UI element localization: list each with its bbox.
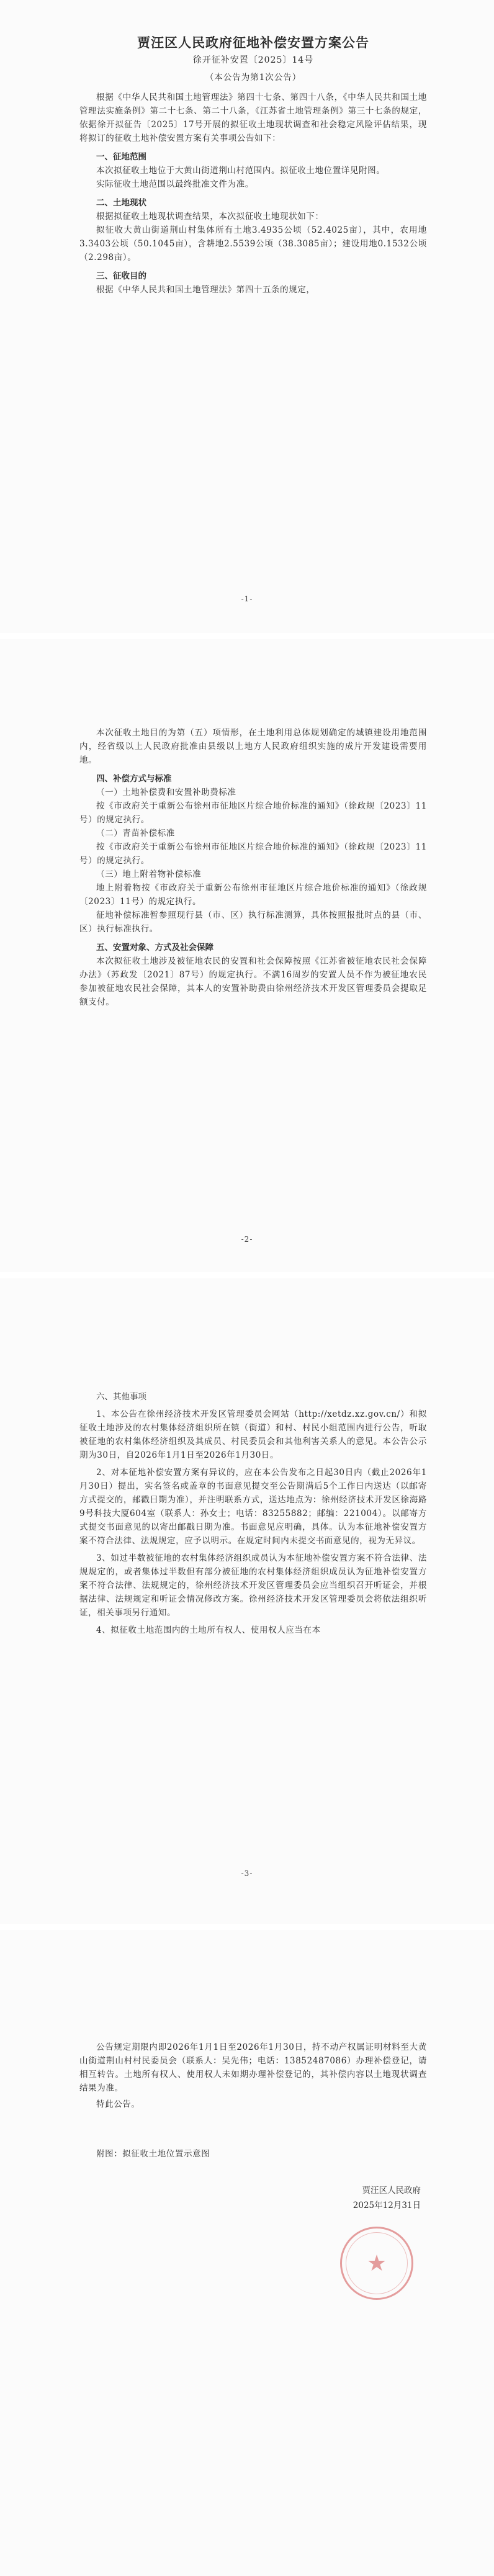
section-4-subheading-3: （三）地上附着物补偿标准 <box>96 869 202 879</box>
section-5-heading: 五、安置对象、方式及社会保障 <box>96 943 213 953</box>
section-5-paragraph-1: 本次拟征收土地涉及被征地农民的安置和社会保障按照《江苏省被征地农民社会保障办法》（苏政发〔2021〕87号）的规定执行。不满16周岁的安置人员不作为被征地农民参加被征地农民社会保障，其本人的安置补助费由徐州经济技术开发区管理委员会提取足额支付。 <box>79 956 427 1007</box>
section-1-paragraph-1: 本次拟征收土地位于大黄山街道荆山村范围内。拟征收土地位置详见附图。 <box>96 166 385 176</box>
document-title: 贾汪区人民政府征地补偿安置方案公告 <box>137 35 369 50</box>
page-3-content <box>79 1385 427 1637</box>
page-4-content <box>79 2040 427 2213</box>
official-seal <box>340 2227 413 2300</box>
signing-organization: 贾汪区人民政府 <box>362 2186 421 2196</box>
page-1-content <box>79 36 427 297</box>
intro-paragraph: 根据《中华人民共和国土地管理法》第四十七条、第四十八条，《中华人民共和国土地管理法实施条例》第二十七条、第二十八条，《江苏省土地管理条例》第三十七条的规定，依据徐开拟征告〔2025〕17号开展的拟征收土地现状调查和社会稳定风险评估结果，现将拟订的征收土地补偿安置方案有关事项公告如下： <box>79 92 427 143</box>
continued-paragraph: 本次征收土地目的为第（五）项情形，在土地利用总体规划确定的城镇建设用地范围内，经省级以上人民政府批准由县级以上地方人民政府组织实施的成片开发建设需要用地。 <box>79 728 427 765</box>
signing-date: 2025年12月31日 <box>353 2201 421 2210</box>
document-number: 徐开征补安置〔2025〕14号 <box>192 55 314 65</box>
section-2-heading: 二、土地现状 <box>96 198 146 208</box>
section-1-heading: 一、征地范围 <box>96 152 146 162</box>
section-1-paragraph-2: 实际征收土地范围以最终批准文件为准。 <box>96 179 254 189</box>
document-page-4 <box>0 1930 494 2576</box>
signature-block <box>79 2183 421 2213</box>
page-number: -3- <box>241 1869 253 1878</box>
section-4-sub-3-paragraph-2: 征地补偿标准暂参照现行县（市、区）执行标准测算，具体按照报批时点的县（市、区）执行标准执行。 <box>79 910 427 934</box>
document-page-2 <box>0 639 494 1272</box>
section-6-paragraph-4: 4、拟征收土地范围内的土地所有权人、使用权人应当在本 <box>96 1625 321 1635</box>
page-2-content <box>79 726 427 1009</box>
page-number: -2- <box>241 1235 253 1244</box>
section-4-subheading-2: （二）青苗补偿标准 <box>96 828 175 838</box>
section-3-paragraph-1: 根据《中华人民共和国土地管理法》第四十五条的规定， <box>96 285 315 295</box>
page-number: -1- <box>241 595 253 603</box>
section-2-paragraph-1: 根据拟征收土地现状调查结果，本次拟征收土地现状如下： <box>96 212 324 222</box>
section-4-subheading-1: （一）土地补偿费和安置补助费标准 <box>96 788 236 797</box>
attachment-line: 附图：拟征收土地位置示意图 <box>96 2149 210 2159</box>
section-6-paragraph-1: 1、本公告在徐州经济技术开发区管理委员会网站（http://xetdz.xz.gov.cn/）和拟征收土地涉及的农村集体经济组织所在镇（街道）和村、村民小组范围内进行公告，听取被征地的农村集体经济组织及其成员、村民委员会和其他利害关系人的意见。本公告公示期为30日，自2026年1月1日至2026年1月30日。 <box>79 1409 427 1460</box>
section-4-heading: 四、补偿方式与标准 <box>96 774 172 784</box>
continued-paragraph: 公告规定期限内即2026年1月1日至2026年1月30日，持不动产权属证明材料至大黄山街道荆山村村民委员会（联系人：吴先伟；电话：13852487086）办理补偿登记，请相互转告。土地所有权人、使用权人未如期办理补偿登记的，其补偿内容以土地现状调查结果为准。 <box>79 2042 427 2093</box>
document-page-1 <box>0 0 494 633</box>
seal-star-icon: ★ <box>366 2251 387 2276</box>
section-4-sub-2-paragraph: 按《市政府关于重新公布徐州市征地区片综合地价标准的通知》（徐政规〔2023〕11号）的规定执行。 <box>79 842 427 866</box>
closing-text: 特此公告。 <box>96 2099 140 2109</box>
section-2-paragraph-2: 拟征收大黄山街道荆山村集体所有土地3.4935公顷（52.4025亩），其中，农用地3.3403公顷（50.1045亩），含耕地2.5539公顷（38.3085亩）；建设用地0.1532公顷（2.298亩）。 <box>79 225 427 263</box>
document-page-3 <box>0 1278 494 1924</box>
document-subtitle: （本公告为第1次公告） <box>205 73 302 83</box>
section-4-sub-3-paragraph-1: 地上附着物按《市政府关于重新公布徐州市征地区片综合地价标准的通知》（徐政规〔2023〕11号）的规定执行。 <box>79 883 427 907</box>
section-4-sub-1-paragraph: 按《市政府关于重新公布徐州市征地区片综合地价标准的通知》（徐政规〔2023〕11号）的规定执行。 <box>79 801 427 825</box>
section-6-heading: 六、其他事项 <box>96 1392 146 1402</box>
section-3-heading: 三、征收目的 <box>96 271 146 281</box>
section-6-paragraph-3: 3、如过半数被征地的农村集体经济组织成员认为本征地补偿安置方案不符合法律、法规规定的，或者集体过半数但有部分被征地的农村集体经济组织成员认为征地补偿安置方案不符合法律、法规规定的，徐州经济技术开发区管理委员会应当组织召开听证会，并根据法律、法规规定和听证会情况修改方案。徐州经济技术开发区管理委员会将依法组织听证，相关事项另行通知。 <box>79 1553 427 1618</box>
section-6-paragraph-2: 2、对本征地补偿安置方案有异议的，应在本公告发布之日起30日内（截止2026年1月30日）提出，实名签名或盖章的书面意见提交至公告期满后5个工作日内送达（以邮寄方式提交的，邮戳日期为准），并注明联系方式，送达地点为：徐州经济技术开发区徐海路9号科技大厦604室（联系人：孙女士；电话：83255882；邮编：221004）。以邮寄方式提交书面意见的以寄出邮戳日期为准。书面意见应明确，具体。认为本征地补偿安置方案不符合法律、法规规定，应予以明示。在规定时间内未提交书面意见的，视为无异议。 <box>79 1468 427 1546</box>
